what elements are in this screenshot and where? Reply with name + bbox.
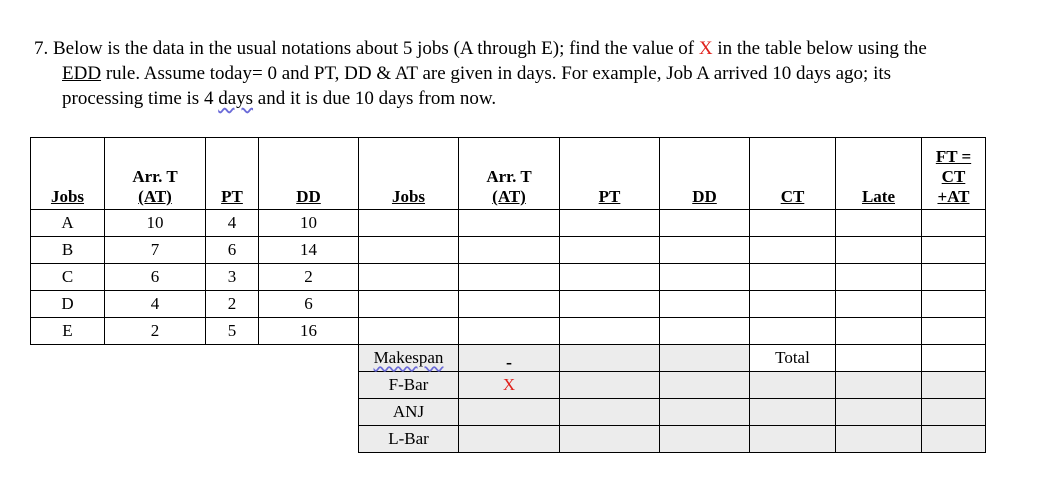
answer-cell[interactable] (922, 210, 986, 237)
table-row (31, 210, 986, 237)
answer-cell[interactable] (359, 264, 459, 291)
processing-time-cell: 2 (206, 291, 259, 318)
days-word: days (218, 88, 254, 109)
answer-cell[interactable] (836, 237, 922, 264)
header-arrival-line2: (AT) (138, 187, 172, 206)
header-dd (259, 138, 359, 210)
arrival-time-cell: 6 (105, 264, 206, 291)
answer-cell[interactable] (750, 264, 836, 291)
job-cell: A (31, 210, 105, 237)
question-line-2-text: rule. Assume today= 0 and PT, DD & AT are given in days. For example, Job A arrived 10 days ago; its (101, 63, 892, 84)
lbar-label: L-Bar (359, 426, 459, 453)
summary-row-makespan (31, 345, 986, 372)
header-jobs-label: Jobs (50, 187, 85, 206)
answer-cell[interactable] (750, 210, 836, 237)
header-ct (750, 138, 836, 210)
summary-gray-cell (560, 399, 660, 426)
header-ft-line3: +AT (937, 187, 970, 206)
processing-time-cell: 6 (206, 237, 259, 264)
summary-gray-cell (660, 426, 750, 453)
answer-cell[interactable] (560, 264, 660, 291)
answer-cell[interactable] (660, 291, 750, 318)
unknown-x-marker: X (698, 38, 713, 59)
header-dd-2-label: DD (692, 187, 717, 206)
header-jobs (31, 138, 105, 210)
header-arrival-2-line2: (AT) (492, 187, 526, 206)
job-cell: C (31, 264, 105, 291)
summary-gray-cell (660, 372, 750, 399)
fbar-label: F-Bar (359, 372, 459, 399)
makespan-label (359, 345, 459, 372)
header-jobs-2-label: Jobs (391, 187, 426, 206)
summary-gray-cell (836, 399, 922, 426)
header-pt-2-label: PT (598, 187, 621, 206)
processing-time-cell: 5 (206, 318, 259, 345)
summary-gray-cell (660, 399, 750, 426)
answer-cell[interactable] (836, 210, 922, 237)
answer-cell[interactable] (750, 237, 836, 264)
header-ft-line1: FT = (935, 147, 972, 166)
question-line-3 (34, 86, 1024, 111)
arrival-time-cell: 10 (105, 210, 206, 237)
answer-cell[interactable] (560, 291, 660, 318)
answer-cell[interactable] (660, 264, 750, 291)
header-arrival-time (105, 138, 206, 210)
table-row (31, 237, 986, 264)
header-arrival-line1: Arr. T (132, 167, 178, 186)
processing-time-cell: 4 (206, 210, 259, 237)
question-line-1-text: Below is the data in the usual notations about 5 jobs (A through E); find the value of (48, 38, 699, 59)
answer-cell[interactable] (560, 210, 660, 237)
makespan-value-cell[interactable] (459, 345, 560, 372)
header-late-label: Late (861, 187, 896, 206)
summary-gray-cell (560, 372, 660, 399)
header-arrival-2-stack (486, 167, 531, 207)
job-cell: B (31, 237, 105, 264)
summary-gray-cell (750, 426, 836, 453)
header-jobs-2 (359, 138, 459, 210)
summary-gray-cell (836, 372, 922, 399)
answer-cell[interactable] (459, 264, 560, 291)
header-late (836, 138, 922, 210)
makespan-value: - (506, 351, 512, 372)
question-line-3-tail: and it is due 10 days from now. (253, 88, 497, 109)
table-row (31, 318, 986, 345)
summary-gray-cell (560, 426, 660, 453)
summary-gray-cell (560, 345, 660, 372)
summary-gray-cell (836, 426, 922, 453)
answer-cell[interactable] (459, 210, 560, 237)
summary-gray-cell (750, 372, 836, 399)
arrival-time-cell: 4 (105, 291, 206, 318)
lbar-value-cell[interactable] (459, 426, 560, 453)
due-date-cell: 14 (259, 237, 359, 264)
answer-cell[interactable] (459, 291, 560, 318)
answer-cell[interactable] (359, 291, 459, 318)
header-arrival-time-2 (459, 138, 560, 210)
fbar-x-marker: X (502, 375, 516, 394)
total-label: Total (750, 345, 836, 372)
header-ft-stack (936, 147, 971, 207)
header-ft-line2: CT (941, 167, 966, 186)
makespan-label-text: Makespan (373, 348, 444, 367)
total-ft-cell[interactable] (922, 345, 986, 372)
header-arrival-stack (132, 167, 177, 207)
header-arrival-2-line1: Arr. T (486, 167, 532, 186)
answer-cell[interactable] (660, 237, 750, 264)
header-dd-2 (660, 138, 750, 210)
schedule-table (30, 137, 986, 453)
answer-cell[interactable] (660, 210, 750, 237)
answer-cell[interactable] (560, 237, 660, 264)
total-late-cell[interactable] (836, 345, 922, 372)
anj-value-cell[interactable] (459, 399, 560, 426)
summary-row-lbar (31, 426, 986, 453)
due-date-cell: 6 (259, 291, 359, 318)
answer-cell[interactable] (750, 291, 836, 318)
header-ct-label: CT (780, 187, 805, 206)
summary-gray-cell (922, 372, 986, 399)
answer-cell[interactable] (459, 237, 560, 264)
due-date-cell: 16 (259, 318, 359, 345)
table-header-row (31, 138, 986, 210)
question-number: 7. (34, 38, 49, 59)
table-row (31, 264, 986, 291)
answer-cell[interactable] (359, 210, 459, 237)
answer-cell[interactable] (836, 264, 922, 291)
summary-row-anj (31, 399, 986, 426)
processing-time-cell: 3 (206, 264, 259, 291)
summary-spacer (31, 372, 359, 399)
answer-cell[interactable] (922, 237, 986, 264)
summary-spacer (31, 426, 359, 453)
job-cell: E (31, 318, 105, 345)
summary-gray-cell (922, 426, 986, 453)
summary-spacer (31, 399, 359, 426)
header-pt (206, 138, 259, 210)
summary-gray-cell (922, 399, 986, 426)
question-line-1-tail: in the table below using the (712, 38, 927, 59)
arrival-time-cell: 7 (105, 237, 206, 264)
question-text (34, 36, 1024, 111)
due-date-cell: 10 (259, 210, 359, 237)
header-pt-2 (560, 138, 660, 210)
answer-cell[interactable] (660, 318, 750, 345)
anj-label: ANJ (359, 399, 459, 426)
answer-cell[interactable] (359, 318, 459, 345)
header-ft (922, 138, 986, 210)
answer-cell[interactable] (560, 318, 660, 345)
edd-rule-term: EDD (62, 63, 102, 84)
answer-cell[interactable] (836, 291, 922, 318)
job-cell: D (31, 291, 105, 318)
question-line-2 (34, 61, 1024, 86)
answer-cell[interactable] (922, 318, 986, 345)
header-dd-label: DD (296, 187, 321, 206)
arrival-time-cell: 2 (105, 318, 206, 345)
summary-row-fbar (31, 372, 986, 399)
header-pt-label: PT (221, 187, 243, 206)
answer-cell[interactable] (922, 264, 986, 291)
answer-cell[interactable] (750, 318, 836, 345)
answer-cell[interactable] (459, 318, 560, 345)
summary-gray-cell (660, 345, 750, 372)
answer-cell[interactable] (359, 237, 459, 264)
table-row (31, 291, 986, 318)
due-date-cell: 2 (259, 264, 359, 291)
answer-cell[interactable] (836, 318, 922, 345)
question-line-1 (34, 36, 1024, 61)
summary-spacer (31, 345, 359, 372)
fbar-value-cell[interactable] (459, 372, 560, 399)
question-line-3-text: processing time is 4 (62, 88, 219, 109)
summary-gray-cell (750, 399, 836, 426)
answer-cell[interactable] (922, 291, 986, 318)
